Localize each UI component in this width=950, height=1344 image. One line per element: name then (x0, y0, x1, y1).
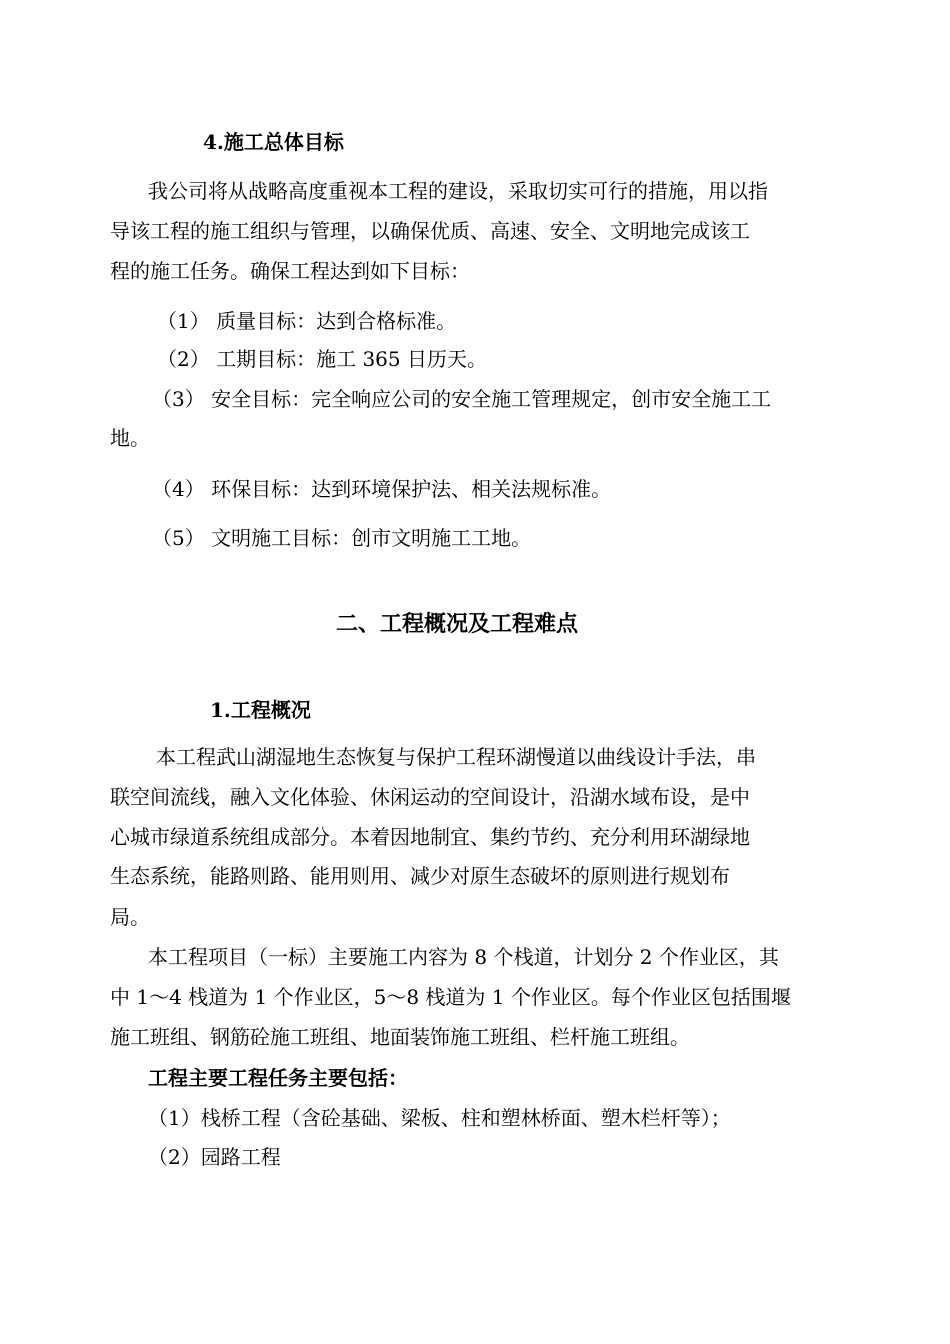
intro-line-1: 我公司将从战略高度重视本工程的建设，采取切实可行的措施，用以指 (148, 179, 768, 203)
section-heading-construction-goals: 4.施工总体目标 (203, 130, 344, 154)
scope-line-3: 施工班组、钢筋砼施工班组、地面装饰施工班组、栏杆施工班组。 (110, 1025, 690, 1049)
intro-line-2: 导该工程的施工组织与管理，以确保优质、高速、安全、文明地完成该工 (110, 219, 750, 243)
goal-quality: （1） 质量目标：达到合格标准。 (157, 309, 457, 333)
scope-line-2: 中 1～4 栈道为 1 个作业区，5～8 栈道为 1 个作业区。每个作业区包括围堰 (110, 985, 791, 1009)
overview-line-1: 本工程武山湖湿地生态恢复与保护工程环湖慢道以曲线设计手法，串 (156, 745, 756, 769)
overview-line-2: 联空间流线，融入文化体验、休闲运动的空间设计，沿湖水域布设，是中 (110, 785, 750, 809)
chapter-title-project-overview: 二、工程概况及工程难点 (336, 611, 579, 637)
goal-environment: （4） 环保目标：达到环境保护法、相关法规标准。 (152, 477, 612, 501)
task-item-1: （1）栈桥工程（含砼基础、梁板、柱和塑林桥面、塑木栏杆等）； (148, 1106, 731, 1130)
goal-schedule: （2） 工期目标：施工 365 日历天。 (157, 347, 487, 371)
tasks-heading: 工程主要工程任务主要包括： (148, 1066, 408, 1090)
scope-line-1: 本工程项目（一标）主要施工内容为 8 个栈道，计划分 2 个作业区，其 (148, 945, 779, 969)
intro-line-3: 程的施工任务。确保工程达到如下目标： (110, 259, 470, 283)
overview-line-4: 生态系统，能路则路、能用则用、减少对原生态破坏的原则进行规划布 (110, 864, 730, 888)
sub-heading-overview: 1.工程概况 (210, 698, 311, 722)
overview-line-3: 心城市绿道系统组成部分。本着因地制宜、集约节约、充分利用环湖绿地 (110, 825, 750, 849)
goal-safety-cont: 地。 (110, 426, 150, 450)
task-item-2: （2）园路工程 (148, 1145, 281, 1169)
overview-line-5: 局。 (110, 905, 150, 929)
goal-civilized: （5） 文明施工目标：创市文明施工工地。 (152, 526, 532, 550)
goal-safety: （3） 安全目标：完全响应公司的安全施工管理规定，创市安全施工工 (152, 387, 772, 411)
